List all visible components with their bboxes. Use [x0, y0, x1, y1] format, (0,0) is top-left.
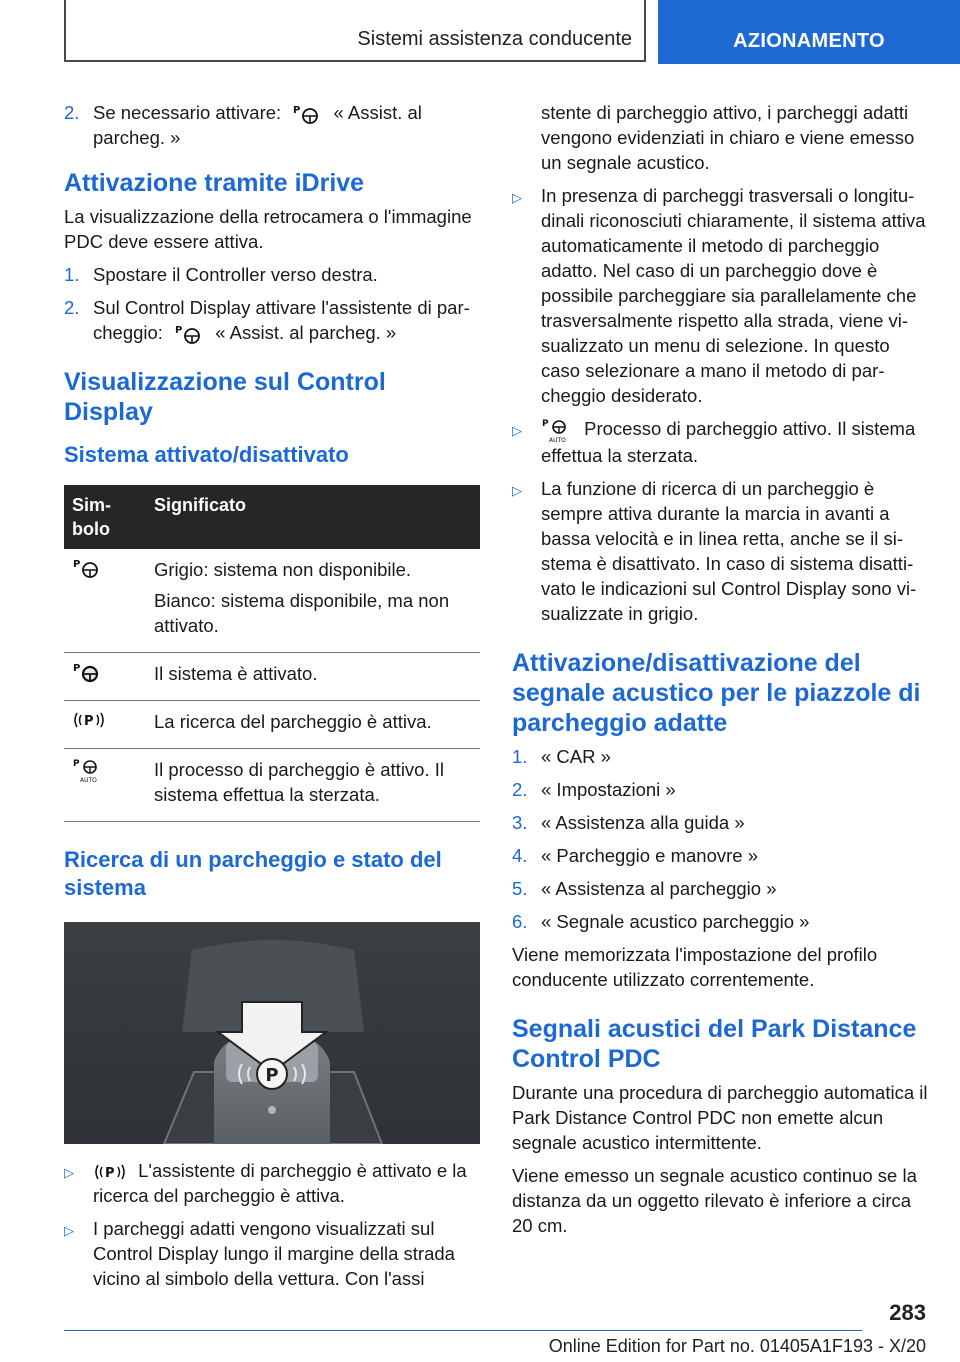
svg-text:AUTO: AUTO: [80, 777, 97, 784]
col-header-symbol: Simbolo: [64, 485, 146, 549]
header-chapter-tab: [658, 0, 960, 64]
table-cell-text: Grigio: sistema non disponibile.: [154, 559, 412, 581]
step-number: 3.: [512, 812, 528, 834]
step-number: 2.: [512, 779, 528, 801]
step-text: « CAR »: [541, 746, 611, 768]
step-item: [64, 262, 480, 287]
svg-text:P: P: [175, 325, 183, 337]
bullet-marker: ▷: [512, 423, 522, 438]
camera-view-image: [64, 922, 480, 1144]
bullet-text: Processo di parcheggio attivo. Il sistema effettua la sterzata.: [541, 418, 916, 467]
step-text: « Impostazioni »: [541, 779, 676, 801]
heading-idrive: Attivazione tramite iDrive: [64, 169, 365, 198]
step-text: « Assistenza al parcheggio »: [541, 878, 777, 900]
svg-text:P: P: [542, 419, 549, 430]
step-number: 5.: [512, 878, 528, 900]
step-number: 1.: [64, 264, 80, 286]
page-number: 283: [889, 1300, 926, 1325]
paragraph-pdc-1: Durante una procedura di parcheggio automatica il Park Distance Control PDC non emette alcun segnale acustico intermittente.: [512, 1082, 928, 1154]
symbol-table: [64, 485, 480, 822]
footer-edition-text: Online Edition for Part no. 01405A1F193 - X/20: [548, 1336, 926, 1356]
park-assist-active-icon: [72, 663, 102, 687]
bullet-item: [512, 183, 928, 408]
heading-control-display: Visualizzazione sul Control Display: [64, 368, 386, 427]
table-row: [64, 549, 480, 653]
paragraph-pdc-2: Viene emesso un segnale acustico continuo se la distanza da un oggetto rilevato è inferiore a circa 20 cm.: [512, 1165, 917, 1237]
col-header-meaning: Significato: [146, 485, 480, 549]
table-row: [64, 701, 480, 749]
step-item: [64, 100, 480, 150]
heading-system-status: Sistema attivato/disattivato: [64, 442, 349, 468]
park-auto-icon: [72, 759, 104, 787]
park-search-icon: [72, 714, 106, 735]
footer-divider: [64, 1330, 862, 1331]
step-text: « Assistenza alla guida »: [541, 812, 745, 834]
bullet-item: [64, 1216, 480, 1291]
step-text-menu: « Assist. al parcheg. »: [93, 102, 422, 149]
svg-text:AUTO: AUTO: [549, 437, 566, 444]
bullet-marker: ▷: [512, 483, 522, 499]
table-header-row: [64, 485, 480, 549]
park-search-icon: [93, 1161, 127, 1183]
step-item: [512, 810, 928, 835]
svg-text:P: P: [73, 663, 81, 675]
bullet-text: La funzione di ricerca di un parcheggio è sempre attiva durante la marcia in avanti a bassa velocità e in linea retta, anche se il sistema è disattivato. In caso di sistema disattivato le indicazioni sul Control Display sono visualizzate in grigio.: [541, 478, 917, 625]
header-chapter-title: AZIONAMENTO: [733, 30, 885, 52]
park-assist-icon: [292, 103, 322, 125]
bullet-marker: ▷: [512, 190, 522, 205]
header-section-box: [64, 0, 646, 62]
paragraph-idrive: La visualizzazione della retrocamera o l'immagine PDC deve essere attiva.: [64, 206, 472, 253]
step-text-menu: « Assist. al parcheg. »: [215, 322, 397, 344]
park-assist-icon: [72, 559, 102, 583]
svg-text:P: P: [293, 105, 301, 117]
table-cell-text: Il sistema è attivato.: [154, 663, 318, 685]
step-item: [512, 777, 928, 802]
table-cell-text: La ricerca del parcheggio è attiva.: [154, 711, 432, 733]
step-text: Spostare il Controller verso destra.: [93, 264, 378, 286]
table-cell-text: Il processo di parcheggio è attivo. Il sistema effettua la sterzata.: [154, 759, 444, 806]
bullet-item: [64, 1158, 480, 1208]
step-number: 6.: [512, 911, 528, 933]
bullet-text: In presenza di parcheggi trasversali o longitudinali riconosciuti chiaramente, il sistema attiva automaticamente il metodo di parcheggio adatto. Nel caso di un parcheggio dove è possibile parcheggiare sia parallelamente che trasversalmente rispetto alla strada, viene visualizzato un menu di selezione. In questo caso selezionare a mano il metodo di parcheggio desiderato.: [541, 185, 926, 406]
step-item: [64, 295, 480, 345]
header-section-title: Sistemi assistenza conducente: [357, 28, 632, 50]
page-header: [0, 0, 960, 66]
step-number: 1.: [512, 746, 528, 768]
step-text: Sul Control Display attivare l'assistente di parcheggio:: [93, 297, 470, 344]
page-footer: [0, 1290, 960, 1362]
step-number: 2.: [64, 297, 80, 319]
table-row: [64, 749, 480, 822]
step-text: « Parcheggio e manovre »: [541, 845, 758, 867]
svg-text:P: P: [105, 1166, 115, 1182]
svg-text:P: P: [73, 759, 80, 770]
step-item: [512, 843, 928, 868]
step-text: Se necessario attivare:: [93, 102, 282, 123]
table-row: [64, 653, 480, 701]
svg-text:P: P: [73, 559, 81, 571]
step-item: [512, 876, 928, 901]
bullet-marker: ▷: [64, 1165, 74, 1181]
left-column: [64, 100, 480, 1299]
table-cell-text: Bianco: sistema disponibile, ma non attivato.: [154, 590, 450, 637]
park-assist-icon: [174, 323, 204, 345]
bullet-marker: ▷: [64, 1223, 74, 1239]
bullet-text: I parcheggi adatti vengono visualizzati sul Control Display lungo il margine della strada vicino al simbolo della vettura. Con l'assi: [93, 1218, 455, 1290]
bullet-item: [512, 476, 928, 626]
right-column: [512, 100, 928, 1246]
camera-p-label: P: [265, 1065, 279, 1087]
step-number: 2.: [64, 102, 80, 123]
bullet-text: L'assistente di parcheggio è attivato e la ricerca del parcheggio è attiva.: [93, 1160, 467, 1207]
paragraph-profile: Viene memorizzata l'impostazione del profilo conducente utilizzato correntemente.: [512, 944, 878, 991]
step-text: « Segnale acustico parcheggio »: [541, 911, 810, 933]
step-item: [512, 909, 928, 934]
bullet-item: [512, 416, 928, 468]
heading-acoustic-signal: Attivazione/disattivazione del segnale acustico per le piazzole di parcheggio adatte: [512, 649, 921, 738]
heading-pdc-signals: Segnali acustici del Park Distance Control PDC: [512, 1015, 917, 1074]
heading-park-search: Ricerca di un parcheggio e stato del sistema: [64, 847, 442, 901]
bullet-continuation-text: stente di parcheggio attivo, i parcheggi adatti vengono evidenziati in chiaro e viene emesso un segnale acustico.: [541, 102, 915, 173]
step-number: 4.: [512, 845, 528, 867]
step-item: [512, 744, 928, 769]
svg-text:P: P: [84, 714, 94, 730]
park-auto-icon: [541, 417, 573, 443]
